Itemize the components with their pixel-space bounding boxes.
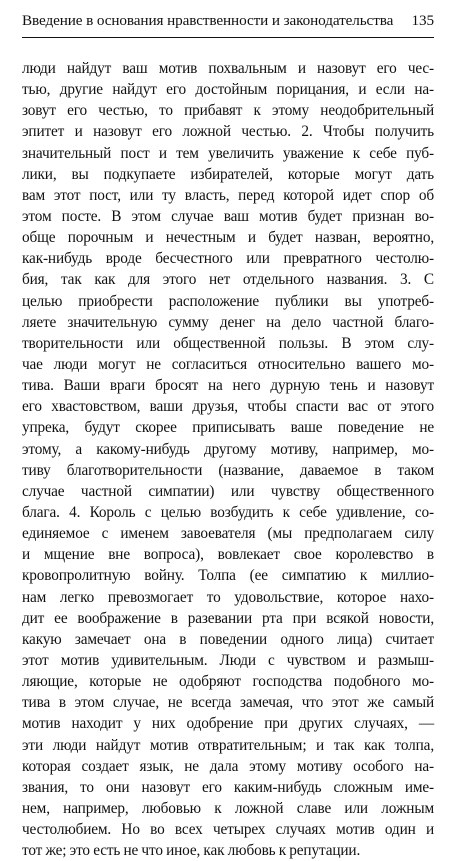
- text-line: тива. Ваши враги бросят на него дурную тень и назовут: [22, 377, 434, 395]
- text-line: значительный пост и тем увеличить уважение к себе пуб-: [22, 144, 434, 162]
- text-line: которая создает язык, не дала этому мотиву особого на-: [22, 757, 434, 775]
- text-line: нем, например, любовью к ложной славе или ложным: [22, 799, 434, 817]
- text-line: мотив находит у них одобрение при других случаях, —: [22, 715, 434, 733]
- text-line: вам этот пост, или ту власть, перед которой идет спор об: [22, 186, 434, 204]
- text-line: какую замечает она в поведении одного лица) считает: [22, 630, 434, 648]
- text-line: и мщение вне вопроса), вовлекает свое королевство в: [22, 546, 434, 564]
- running-head: [22, 12, 434, 32]
- text-line: эти люди найдут мотив отвратительным; и так как толпа,: [22, 736, 434, 754]
- text-line: бия, так как для этого нет отдельного названия. 3. С: [22, 271, 434, 289]
- text-line: тива в этом случае, не всегда замечая, что этот же самый: [22, 694, 434, 712]
- text-line: обще порочным и нечестным и будет назван, вероятно,: [22, 229, 434, 247]
- text-line: нам легко превозмогает то удовольствие, которое нахо-: [22, 588, 434, 606]
- text-line: тиву благотворительности (название, даваемое в таком: [22, 461, 434, 479]
- text-line: единяемое с именем завоевателя (мы предполагаем силу: [22, 525, 434, 543]
- text-line: дит ее воображение в разевании рта при всякой новости,: [22, 609, 434, 627]
- text-line: чае люди могут не согласиться относительно вашего мо-: [22, 355, 434, 373]
- text-line: упрека, будут скорее приписывать ваше поведение не: [22, 419, 434, 437]
- text-line: ляющие, которые не одобряют господства подобного мо-: [22, 673, 434, 691]
- text-line: тью, другие найдут его достойным порицания, и если на-: [22, 81, 434, 99]
- header-rule: [22, 37, 434, 38]
- text-line: эпитет и назовут его ложной честью. 2. Чтобы получить: [22, 123, 434, 141]
- text-line: случае частной симпатии) или чувству общественного: [22, 482, 434, 500]
- text-line: этому, а какому-нибудь другому мотиву, например, мо-: [22, 440, 434, 458]
- text-line: творительности или общественной пользы. В этом слу-: [22, 334, 434, 352]
- text-line: кровопролитную войну. Толпа (ее симпатию к миллио-: [22, 567, 434, 585]
- text-line: ляете значительную сумму денег на дело частной благо-: [22, 313, 434, 331]
- text-line: этом посте. В этом случае ваш мотив будет признан во-: [22, 207, 434, 225]
- text-line: как-нибудь вроде бесчестного или превратного честолю-: [22, 250, 434, 268]
- text-line: этот мотив удивительным. Люди с чувством и размыш-: [22, 651, 434, 669]
- text-line: его хвастовством, ваши друзья, чтобы спасти вас от этого: [22, 398, 434, 416]
- text-line: лики, вы подкупаете избирателей, которые могут дать: [22, 165, 434, 183]
- body-text: [22, 58, 434, 861]
- text-line: блага. 4. Король с целью возбудить к себе удивление, со-: [22, 503, 434, 521]
- text-line: тот же; это есть не что иное, как любовь к репутации.: [22, 842, 361, 860]
- text-line: целью приобрести расположение публики вы употреб-: [22, 292, 434, 310]
- text-line: люди найдут ваш мотив похвальным и назовут его чес-: [22, 60, 434, 77]
- page-number: 135: [411, 12, 434, 29]
- running-head-title: Введение в основания нравственности и законодательства: [22, 12, 394, 29]
- text-line: звания, то они назовут его каким-нибудь сложным име-: [22, 778, 434, 796]
- text-line: зовут его честью, то прибавят к этому неодобрительный: [22, 102, 434, 120]
- text-line: честолюбием. Но во всех четырех случаях мотив один и: [22, 821, 434, 839]
